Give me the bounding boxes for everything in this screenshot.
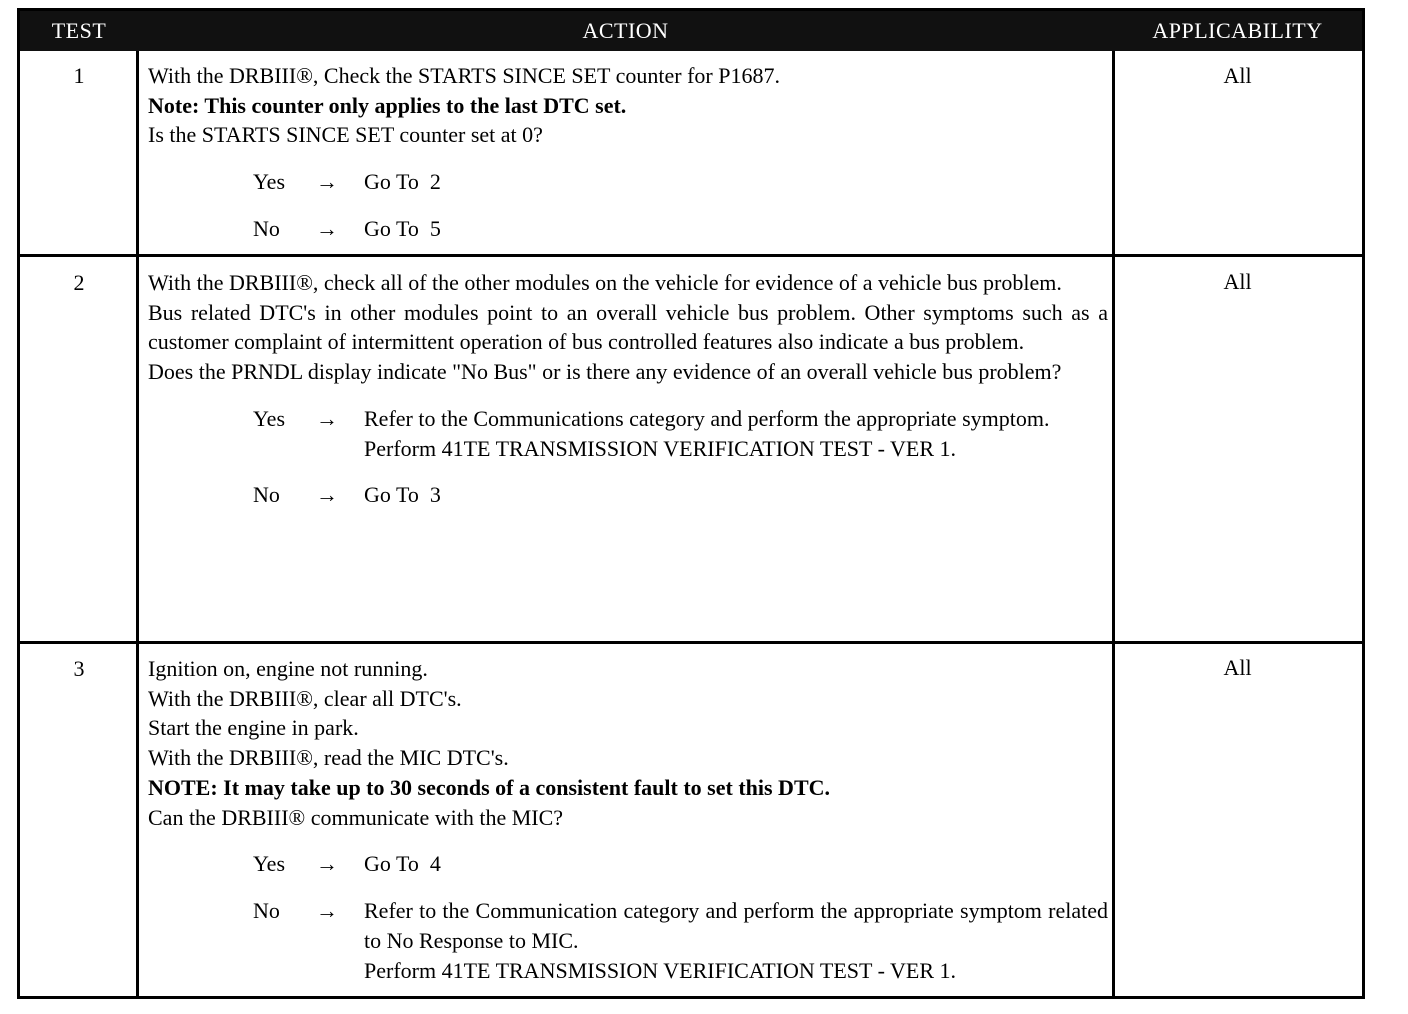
no-option bbox=[148, 480, 1108, 510]
no-result bbox=[364, 896, 1108, 985]
yes-option bbox=[148, 849, 1108, 879]
applicability-value: All bbox=[1223, 63, 1252, 88]
no-result: Go To 5 bbox=[364, 216, 441, 242]
table-row bbox=[20, 644, 1362, 996]
action-line: Bus related DTC's in other modules point to an overall vehicle bus problem. Other symptoms such as a customer complaint of intermittent operation of bus controlled features also indicate a bus problem. bbox=[148, 299, 1108, 355]
action-line: Ignition on, engine not running. bbox=[148, 656, 428, 681]
action-question: Does the PRNDL display indicate "No Bus" or is there any evidence of an overall vehicle bus problem? bbox=[148, 359, 1062, 385]
arrow-icon: → bbox=[316, 482, 338, 508]
header-applicability: APPLICABILITY bbox=[1152, 18, 1323, 43]
action-line: With the DRBIII®, check all of the other modules on the vehicle for evidence of a vehicle bus problem. bbox=[148, 270, 1062, 295]
arrow-icon: → bbox=[316, 169, 338, 195]
arrow-icon: → bbox=[316, 898, 338, 924]
test-number: 1 bbox=[73, 63, 85, 88]
action-line: With the DRBIII®, Check the STARTS SINCE SET counter for P1687. bbox=[148, 63, 780, 88]
applicability-value: All bbox=[1223, 269, 1252, 294]
no-result: Go To 3 bbox=[364, 482, 441, 508]
no-option bbox=[148, 896, 1108, 985]
action-cell bbox=[148, 268, 1108, 510]
no-result-line: Refer to the Communication category and perform the appropriate symptom related to No Response to MIC. bbox=[364, 898, 1108, 953]
action-note: Note: This counter only applies to the last DTC set. bbox=[148, 92, 627, 118]
diagnostic-test-table bbox=[17, 8, 1365, 999]
yes-result bbox=[364, 404, 1108, 463]
yes-label: Yes bbox=[253, 405, 286, 431]
yes-option bbox=[148, 167, 1108, 197]
yes-result-line: Refer to the Communications category and perform the appropriate symptom. bbox=[364, 405, 1050, 431]
yes-result: Go To 2 bbox=[364, 169, 441, 195]
test-number: 3 bbox=[73, 656, 85, 681]
no-label: No bbox=[253, 482, 280, 508]
table-row bbox=[20, 257, 1362, 643]
header-test: TEST bbox=[51, 18, 107, 43]
action-question: Can the DRBIII® communicate with the MIC? bbox=[148, 804, 564, 830]
no-option bbox=[148, 214, 1108, 244]
action-cell bbox=[148, 61, 1108, 244]
no-result-line: Perform 41TE TRANSMISSION VERIFICATION TEST - VER 1. bbox=[364, 957, 956, 983]
header-action: ACTION bbox=[582, 18, 669, 43]
yes-label: Yes bbox=[253, 169, 286, 195]
action-cell bbox=[148, 654, 1108, 985]
test-number: 2 bbox=[73, 270, 85, 295]
action-line: With the DRBIII®, read the MIC DTC's. bbox=[148, 745, 509, 771]
action-note: NOTE: It may take up to 30 seconds of a consistent fault to set this DTC. bbox=[148, 774, 831, 800]
action-line: With the DRBIII®, clear all DTC's. bbox=[148, 685, 462, 711]
action-line: Start the engine in park. bbox=[148, 715, 359, 741]
no-label: No bbox=[253, 898, 280, 924]
no-label: No bbox=[253, 216, 280, 242]
yes-option bbox=[148, 404, 1108, 463]
applicability-value: All bbox=[1223, 655, 1252, 680]
yes-result-line: Perform 41TE TRANSMISSION VERIFICATION TEST - VER 1. bbox=[364, 435, 956, 461]
table-row bbox=[20, 51, 1362, 257]
table-header bbox=[20, 11, 1362, 51]
yes-label: Yes bbox=[253, 851, 286, 877]
arrow-icon: → bbox=[316, 405, 338, 431]
arrow-icon: → bbox=[316, 216, 338, 242]
yes-result: Go To 4 bbox=[364, 851, 441, 877]
arrow-icon: → bbox=[316, 851, 338, 877]
action-question: Is the STARTS SINCE SET counter set at 0? bbox=[148, 122, 543, 148]
